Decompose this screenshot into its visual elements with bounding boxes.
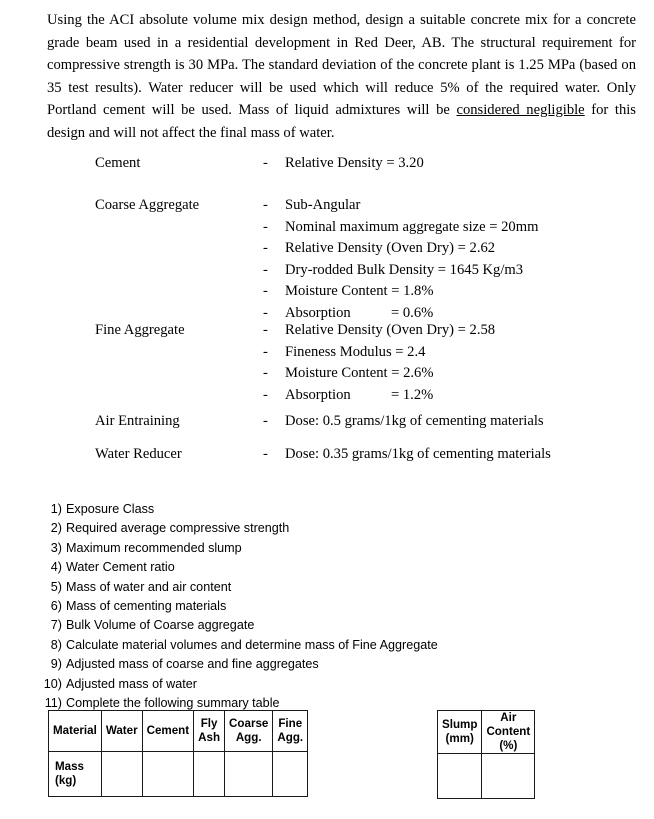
spec-label: Fine Aggregate [95,322,185,338]
bullet-dash: - [263,283,268,299]
problem-statement-paragraph [47,9,636,144]
spec-value-name: Absorption [285,304,351,321]
cell-mass-fine-agg[interactable] [273,752,308,797]
column-header-air-content: Air Content (%) [482,711,535,754]
list-item-number: 4) [50,560,62,575]
spec-value: Relative Density (Oven Dry) = 2.58 [285,322,496,338]
column-header-fly-ash: Fly Ash [194,711,225,752]
list-item-label: Adjusted mass of water [66,676,197,691]
spec-line [263,260,635,282]
slump-air-summary-table [437,710,535,799]
spec-value-list [263,320,635,406]
spec-value-list [263,195,635,324]
column-header-fine-agg: Fine Agg. [273,711,308,752]
list-item-label: Complete the following summary table [66,695,280,710]
spec-value: Dose: 0.35 grams/1kg of cementing materials [285,446,551,462]
spec-value-list [263,153,635,175]
list-item-number: 11) [44,695,62,710]
task-list [42,500,562,713]
spec-value-name: Absorption [285,386,351,403]
list-item [42,655,562,674]
list-item-number: 8) [50,637,62,652]
spec-value-list [263,444,635,466]
cell-mass-cement[interactable] [142,752,194,797]
spec-value: Dose: 0.5 grams/1kg of cementing materials [285,413,544,429]
cell-air-content-value[interactable] [482,754,535,799]
spec-line [263,385,635,407]
spec-line [263,217,635,239]
bullet-dash: - [263,240,268,256]
bullet-dash: - [263,322,268,338]
spec-label: Coarse Aggregate [95,197,200,213]
spec-value: Sub-Angular [285,197,361,213]
bullet-dash: - [263,446,268,462]
spec-line [263,238,635,260]
cell-mass-coarse-agg[interactable] [225,752,273,797]
list-item-label: Exposure Class [66,502,155,516]
list-item-label: Required average compressive strength [66,521,290,536]
list-item-label: Adjusted mass of coarse and fine aggregates [66,657,319,672]
bullet-dash: - [263,261,268,278]
list-item-number: 6) [50,598,62,613]
spec-line [263,363,635,385]
spec-line [263,195,635,217]
list-item-number: 1) [50,502,62,516]
bullet-dash: - [263,218,268,235]
spec-line [263,320,635,342]
spec-label: Air Entraining [95,413,180,429]
list-item-label: Maximum recommended slump [66,540,242,555]
spec-line [263,153,635,175]
spec-value-list [263,411,635,433]
cell-mass-fly-ash[interactable] [194,752,225,797]
list-item [42,616,562,635]
list-item-label: Mass of cementing materials [66,598,227,613]
list-item-number: 10) [43,676,62,691]
bullet-dash: - [263,197,268,213]
spec-value: Moisture Content = 2.6% [285,365,434,381]
list-item [42,597,562,616]
spec-line [263,281,635,303]
list-item-label: Bulk Volume of Coarse aggregate [66,618,255,633]
column-header-coarse-agg: Coarse Agg. [225,711,273,752]
row-header-mass: Mass (kg) [49,752,102,797]
column-header-material: Material [49,711,102,752]
column-header-cement: Cement [142,711,194,752]
spec-value: Fineness Modulus = 2.4 [285,343,426,360]
table-header-row [438,711,535,754]
spec-value: Dry-rodded Bulk Density = 1645 Kg/m3 [285,261,524,278]
column-header-slump: Slump (mm) [438,711,482,754]
bullet-dash: - [263,386,268,403]
list-item-label: Mass of water and air content [66,579,232,594]
list-item [42,539,562,558]
column-header-water: Water [101,711,142,752]
bullet-dash: - [263,155,268,171]
intro-text-part1: Using the ACI absolute volume mix design method, design a suitable concrete mix for a concrete grade beam used in a residential development in Red Deer, AB. The structural requirement for compressive strength is 30 MPa. The standard deviation of the concrete plant is 1.25 MPa (based on 35 test results). Water reducer will be used which will reduce 5% of the required water. Only Portland cement will be used. Mass of liquid admixtures will be [47,12,636,118]
table-row [49,752,308,797]
list-item [42,519,562,538]
bullet-dash: - [263,304,268,321]
cell-slump-value[interactable] [438,754,482,799]
list-item [42,636,562,655]
bullet-dash: - [263,413,268,429]
list-item-number: 2) [50,521,62,536]
list-item-number: 9) [50,657,62,672]
spec-value: Nominal maximum aggregate size = 20mm [285,218,539,235]
spec-line [263,411,635,433]
spec-label: Water Reducer [95,446,182,462]
spec-value: Moisture Content = 1.8% [285,283,434,299]
intro-text-part2: for this design and will not affect the final mass of water. [47,102,636,141]
mass-summary-table [48,710,308,797]
bullet-dash: - [263,343,268,360]
spec-value-number: = 0.6% [391,304,434,321]
spec-value-number: = 1.2% [391,386,434,403]
list-item-label: Calculate material volumes and determine mass of Fine Aggregate [66,637,438,652]
spec-line [263,444,635,466]
spec-label: Cement [95,155,141,171]
list-item [42,500,562,519]
spec-line [263,342,635,364]
table-row [438,754,535,799]
list-item [42,578,562,597]
list-item [42,675,562,694]
spec-value: Relative Density (Oven Dry) = 2.62 [285,240,496,256]
bullet-dash: - [263,365,268,381]
list-item [42,558,562,577]
cell-mass-water[interactable] [101,752,142,797]
spec-value: Relative Density = 3.20 [285,155,424,171]
list-item-number: 5) [50,579,62,594]
spec-value [285,385,433,407]
intro-underlined-phrase: considered negligible [456,102,585,118]
list-item-number: 7) [50,618,62,633]
list-item-label: Water Cement ratio [66,560,175,575]
table-header-row [49,711,308,752]
list-item-number: 3) [50,540,62,555]
